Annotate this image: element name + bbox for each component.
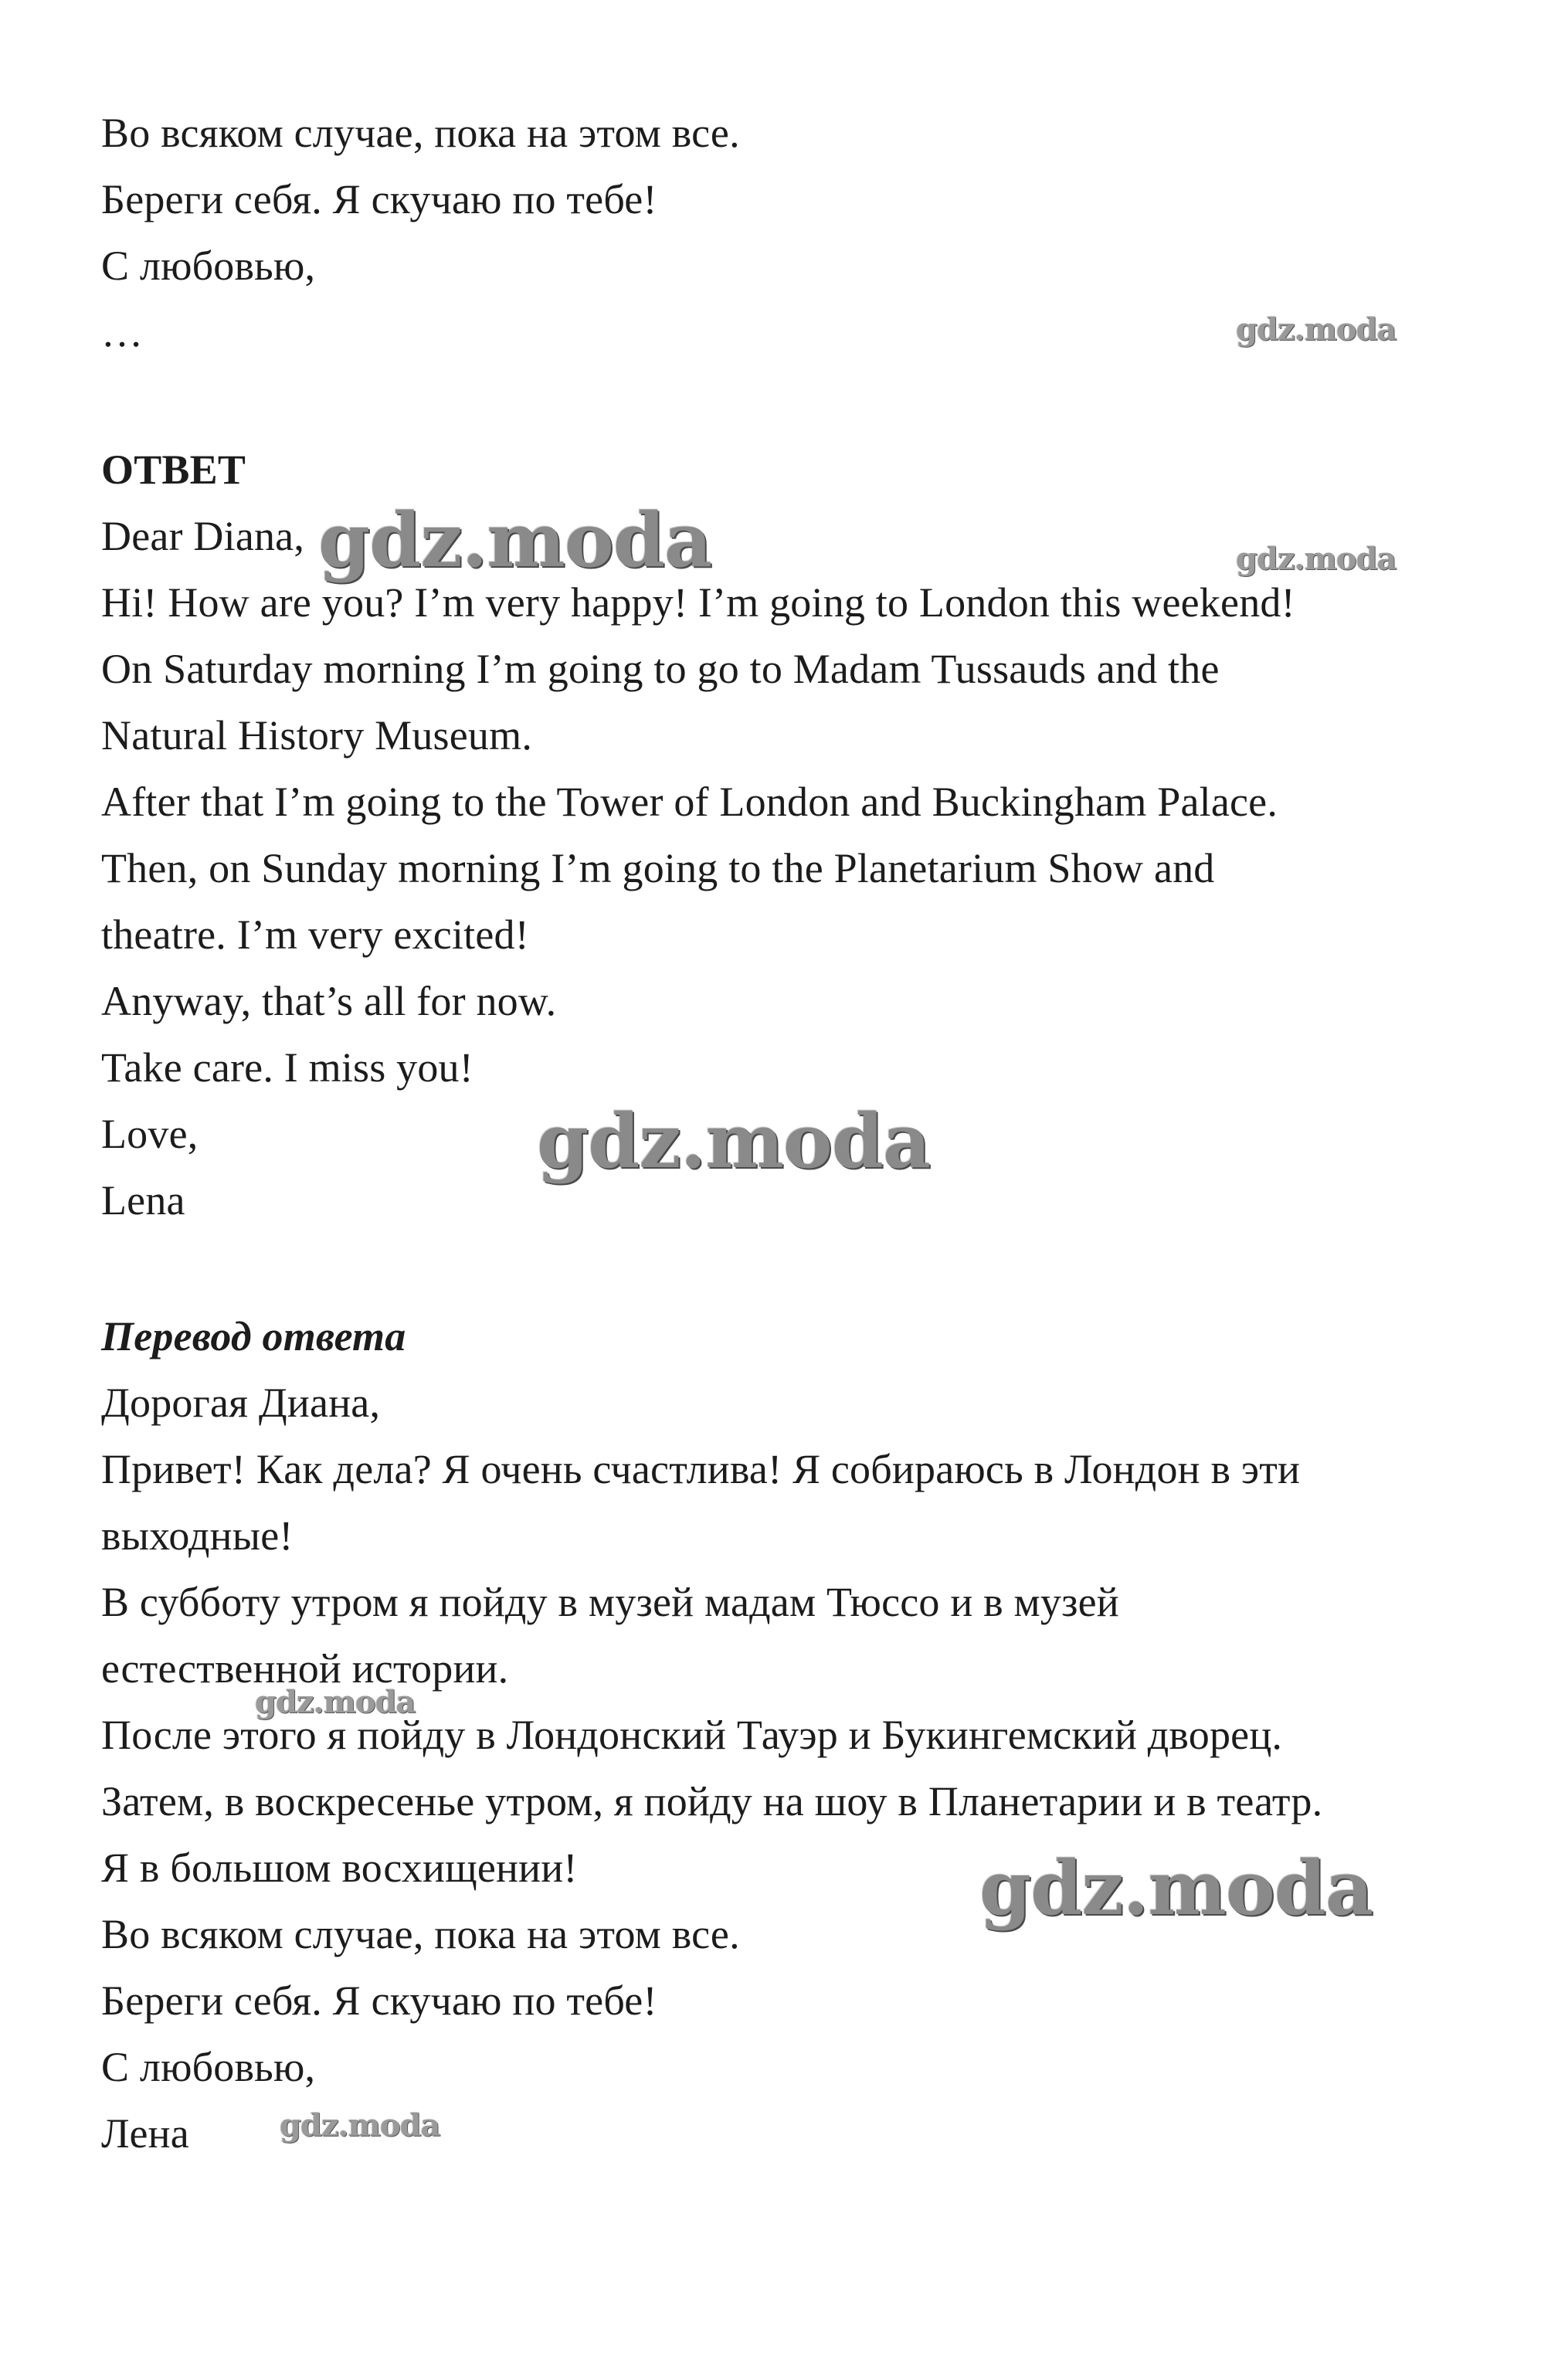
answer-line: Natural History Museum. bbox=[101, 712, 533, 759]
answer-line: Hi! How are you? I’m very happy! I’m going to London this weekend! bbox=[101, 579, 1295, 626]
translation-line: Привет! Как дела? Я очень счастлива! Я собираюсь в Лондон в эти bbox=[101, 1446, 1301, 1492]
closing-ellipsis: … bbox=[101, 309, 144, 355]
watermark: gdz.moda bbox=[318, 497, 712, 584]
answer-line: Then, on Sunday morning I’m going to the Planetarium Show and bbox=[101, 845, 1215, 891]
translation-line: Лена bbox=[101, 2110, 189, 2157]
closing-line-3: С любовью, bbox=[101, 243, 316, 289]
watermark: gdz.moda bbox=[255, 1684, 416, 1720]
translation-line: Во всяком случае, пока на этом все. bbox=[101, 1911, 740, 1957]
answer-line: Anyway, that’s all for now. bbox=[101, 978, 557, 1024]
watermark: gdz.moda bbox=[280, 2107, 440, 2143]
translation-line: Я в большом восхищении! bbox=[101, 1845, 578, 1891]
answer-line: Love, bbox=[101, 1111, 199, 1157]
closing-line-1: Во всяком случае, пока на этом все. bbox=[101, 110, 740, 156]
translation-line: Дорогая Диана, bbox=[101, 1380, 381, 1426]
translation-line: Затем, в воскресенье утром, я пойду на шоу в Планетарии и в театр. bbox=[101, 1778, 1323, 1824]
answer-heading: ОТВЕТ bbox=[101, 446, 246, 493]
answer-line: Lena bbox=[101, 1177, 185, 1224]
translation-heading: Перевод ответа bbox=[101, 1313, 406, 1359]
watermark: gdz.moda bbox=[1236, 311, 1397, 348]
answer-line: On Saturday morning I’m going to go to Madam Tussauds and the bbox=[101, 646, 1220, 692]
translation-line: С любовью, bbox=[101, 2044, 316, 2090]
translation-line: выходные! bbox=[101, 1512, 294, 1559]
closing-line-2: Береги себя. Я скучаю по тебе! bbox=[101, 176, 657, 222]
answer-line: theatre. I’m very excited! bbox=[101, 911, 529, 958]
watermark: gdz.moda bbox=[537, 1098, 931, 1185]
answer-line: Dear Diana, bbox=[101, 513, 305, 559]
watermark: gdz.moda bbox=[979, 1845, 1373, 1932]
watermark: gdz.moda bbox=[1236, 541, 1397, 577]
translation-line: После этого я пойду в Лондонский Тауэр и Букингемский дворец. bbox=[101, 1712, 1283, 1758]
answer-line: After that I’m going to the Tower of London and Buckingham Palace. bbox=[101, 779, 1278, 825]
translation-line: В субботу утром я пойду в музей мадам Тюссо и в музей bbox=[101, 1579, 1119, 1625]
translation-line: Береги себя. Я скучаю по тебе! bbox=[101, 1977, 657, 2024]
answer-line: Take care. I miss you! bbox=[101, 1044, 473, 1091]
translation-line: естественной истории. bbox=[101, 1645, 509, 1692]
